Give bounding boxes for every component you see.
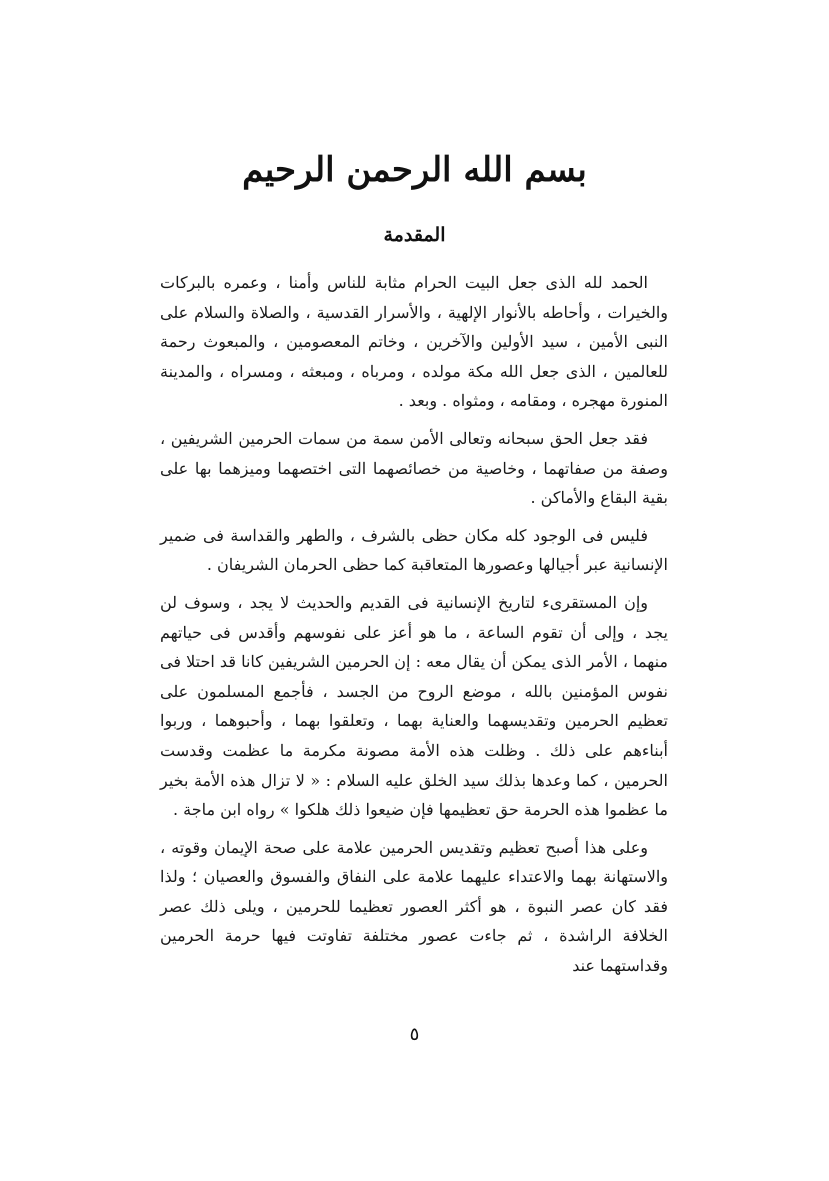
page-number: ٥: [409, 1024, 420, 1045]
page-title: المقدمة: [383, 224, 446, 246]
paragraph-1: الحمد لله الذى جعل البيت الحرام مثابة للناس وأمنا ، وعمره بالبركات والخيرات ، وأحاطه بالأنوار الإلهية ، والأسرار القدسية ، والصلاة والسلام على النبى الأمين ، سيد الأولين والآخرين ، وخاتم المعصومين ، والمبعوث رحمة للعالمين ، الذى جعل الله مكة مولده ، ومرباه ، ومبعثه ، ومسراه ، والمدينة المنورة مهجره ، ومقامه ، ومثواه . وبعد .: [160, 273, 668, 411]
paragraph-2: فقد جعل الحق سبحانه وتعالى الأمن سمة من سمات الحرمين الشريفين ، وصفة من صفاتهما ، وخاصية من خصائصهما التى اختصهما وميزهما بها على بقية البقاع والأماكن .: [160, 428, 668, 508]
paragraph-3: فليس فى الوجود كله مكان حظى بالشرف ، والطهر والقداسة فى ضمير الإنسانية عبر أجيالها وعصورها المتعاقبة كما حظى الحرمان الشريفان .: [160, 525, 668, 575]
paragraph-5: وعلى هذا أصبح تعظيم وتقديس الحرمين علامة على صحة الإيمان وقوته ، والاستهانة بهما والاعتداء عليهما علامة على النفاق والفسوق والعصيان ؛ ولذا فقد كان عصر النبوة ، هو أكثر العصور تعظيما للحرمين ، ويلى ذلك عصر الخلافة الراشدة ، ثم جاءت عصور مختلفة تفاوتت فيها حرمة الحرمين وقداستهما عند: [160, 837, 668, 976]
body-text: [160, 268, 668, 989]
paragraph-4: وإن المستقرىء لتاريخ الإنسانية فى القديم والحديث لا يجد ، وسوف لن يجد ، وإلى أن تقوم الساعة ، ما هو أعز على نفوسهم وأقدس فى حياتهم منهما ، الأمر الذى يمكن أن يقال معه : إن الحرمين الشريفين كانا قد احتلا فى نفوس المؤمنين بالله ، موضع الروح من الجسد ، فأجمع المسلمون على تعظيم الحرمين وتقديسهما والعناية بهما ، وتعلقوا بهما ، وأحبوهما ، وربوا أبناءهم على ذلك . وظلت هذه الأمة مصونة مكرمة ما عظمت وقدست الحرمين ، كما وعدها بذلك سيد الخلق عليه السلام : « لا تزال هذه الأمة بخير ما عظموا هذه الحرمة حق تعظيمها فإن ضيعوا ذلك هلكوا » رواه ابن ماجة .: [160, 592, 668, 820]
basmala-calligraphy: بسم الله الرحمن الرحيم: [242, 150, 587, 190]
